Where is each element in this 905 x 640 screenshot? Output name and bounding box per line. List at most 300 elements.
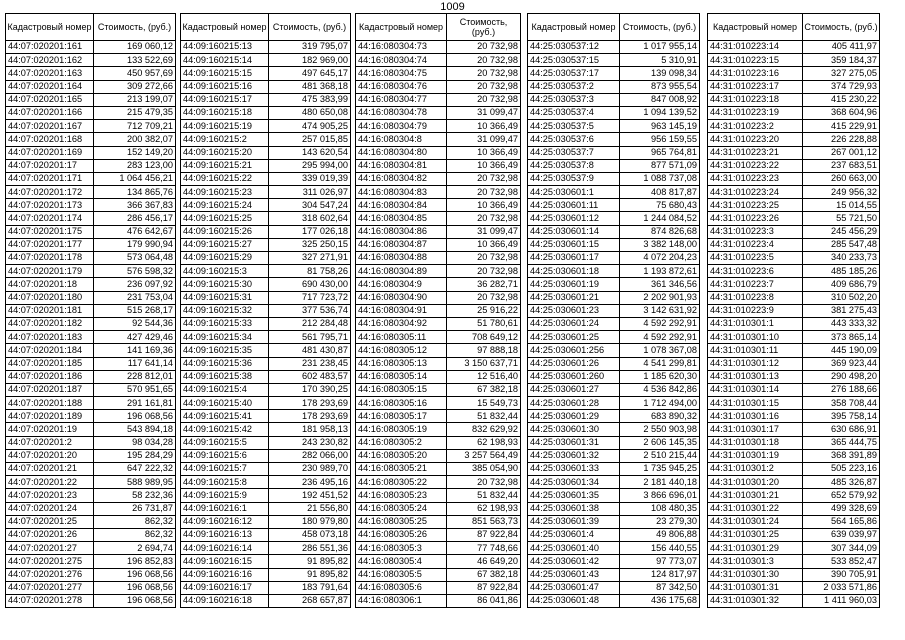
cadastral-number-cell: 44:07:020201:277 — [6, 581, 94, 594]
table-row — [181, 410, 351, 423]
cost-cell: 358 708,44 — [803, 397, 880, 410]
table-row — [181, 80, 351, 93]
table-row — [181, 41, 351, 54]
cost-cell: 295 994,00 — [269, 159, 351, 172]
cost-cell: 690 430,00 — [269, 278, 351, 291]
cadastral-number-cell: 44:31:010301:17 — [708, 423, 803, 436]
cadastral-number-cell: 44:31:010223:15 — [708, 54, 803, 67]
cost-cell: 177 026,18 — [269, 225, 351, 238]
cost-cell: 310 502,20 — [803, 291, 880, 304]
cadastral-number-cell: 44:31:010223:16 — [708, 67, 803, 80]
cadastral-number-cell: 44:31:010301:24 — [708, 515, 803, 528]
cost-cell: 956 159,55 — [620, 133, 700, 146]
cadastral-number-cell: 44:07:020201:186 — [6, 370, 94, 383]
cadastral-number-cell: 44:25:030537:4 — [528, 106, 620, 119]
table-row — [181, 54, 351, 67]
table-row — [528, 555, 700, 568]
cost-cell: 226 228,88 — [803, 133, 880, 146]
cadastral-number-cell: 44:09:160215:23 — [181, 186, 269, 199]
cadastral-number-cell: 44:09:160215:6 — [181, 449, 269, 462]
cadastral-number-cell: 44:07:020201:163 — [6, 67, 94, 80]
cadastral-number-cell: 44:31:010223:20 — [708, 133, 803, 146]
table-row — [181, 265, 351, 278]
cadastral-number-cell: 44:16:080304:87 — [356, 238, 447, 251]
cadastral-number-cell: 44:16:080305:21 — [356, 463, 447, 476]
cost-cell: 182 969,00 — [269, 54, 351, 67]
cadastral-number-cell: 44:25:030601:15 — [528, 238, 620, 251]
cadastral-number-cell: 44:09:160215:34 — [181, 331, 269, 344]
table-row — [181, 133, 351, 146]
cost-cell: 499 328,69 — [803, 502, 880, 515]
cost-cell: 195 284,29 — [94, 449, 176, 462]
cost-cell: 543 894,18 — [94, 423, 176, 436]
cadastral-number-cell: 44:16:080304:75 — [356, 67, 447, 80]
table-row — [356, 502, 521, 515]
cost-cell: 481 368,18 — [269, 80, 351, 93]
table-row — [708, 476, 880, 489]
cost-cell: 377 536,74 — [269, 304, 351, 317]
cadastral-number-cell: 44:07:020201:24 — [6, 502, 94, 515]
cost-cell: 143 620,54 — [269, 146, 351, 159]
cadastral-number-cell: 44:07:020201:167 — [6, 120, 94, 133]
table-row — [708, 199, 880, 212]
table-row — [181, 370, 351, 383]
cost-cell: 231 238,45 — [269, 357, 351, 370]
cadastral-number-cell: 44:07:020201:181 — [6, 304, 94, 317]
table-row — [708, 67, 880, 80]
cost-cell: 3 257 564,49 — [447, 449, 521, 462]
cadastral-number-cell: 44:25:030537:7 — [528, 146, 620, 159]
cost-cell: 108 480,35 — [620, 502, 700, 515]
cadastral-number-cell: 44:07:020201:17 — [6, 159, 94, 172]
table-row — [708, 594, 880, 607]
cost-cell: 505 223,16 — [803, 463, 880, 476]
cost-cell: 20 732,98 — [447, 186, 521, 199]
table-row — [6, 146, 176, 159]
table-row — [528, 436, 700, 449]
cost-cell: 445 190,09 — [803, 344, 880, 357]
cost-cell: 81 758,26 — [269, 265, 351, 278]
table-row — [356, 397, 521, 410]
cadastral-number-cell: 44:09:160216:1 — [181, 502, 269, 515]
cadastral-number-cell: 44:07:020201:189 — [6, 410, 94, 423]
cost-cell: 285 547,48 — [803, 238, 880, 251]
cost-cell: 476 642,67 — [94, 225, 176, 238]
table-row — [6, 252, 176, 265]
cadastral-number-cell: 44:16:080306:1 — [356, 594, 447, 607]
cadastral-number-cell: 44:07:020201:18 — [6, 278, 94, 291]
table-row — [528, 265, 700, 278]
cost-cell: 415 230,22 — [803, 93, 880, 106]
table-row — [6, 555, 176, 568]
cost-cell: 230 989,70 — [269, 463, 351, 476]
cadastral-number-cell: 44:25:030601:40 — [528, 542, 620, 555]
table-row — [356, 41, 521, 54]
cost-cell: 443 333,32 — [803, 317, 880, 330]
cadastral-number-cell: 44:25:030601:34 — [528, 476, 620, 489]
cadastral-number-cell: 44:25:030601:12 — [528, 212, 620, 225]
table-row — [356, 93, 521, 106]
cost-cell: 12 516,40 — [447, 370, 521, 383]
table-row — [181, 186, 351, 199]
cadastral-number-cell: 44:09:160215:13 — [181, 41, 269, 54]
cost-cell: 20 732,98 — [447, 80, 521, 93]
cadastral-number-cell: 44:07:020201:182 — [6, 317, 94, 330]
table-row — [708, 370, 880, 383]
cost-cell: 117 641,14 — [94, 357, 176, 370]
cadastral-number-cell: 44:16:080305:17 — [356, 410, 447, 423]
cadastral-number-cell: 44:16:080305:11 — [356, 331, 447, 344]
table-row — [181, 581, 351, 594]
table-row — [6, 120, 176, 133]
table-row — [6, 568, 176, 581]
cadastral-number-cell: 44:09:160215:22 — [181, 172, 269, 185]
table-row — [356, 370, 521, 383]
cost-cell: 369 923,44 — [803, 357, 880, 370]
cadastral-number-cell: 44:25:030537:17 — [528, 67, 620, 80]
cadastral-number-cell: 44:25:030601:23 — [528, 304, 620, 317]
table-row — [356, 476, 521, 489]
table-row — [528, 278, 700, 291]
cadastral-number-cell: 44:07:020201:166 — [6, 106, 94, 119]
cost-cell: 1 193 872,61 — [620, 265, 700, 278]
cost-cell: 359 184,37 — [803, 54, 880, 67]
cadastral-number-cell: 44:25:030601:24 — [528, 317, 620, 330]
cost-cell: 75 680,43 — [620, 199, 700, 212]
cadastral-number-cell: 44:09:160215:36 — [181, 357, 269, 370]
table-row — [181, 93, 351, 106]
cost-cell: 87 342,50 — [620, 581, 700, 594]
cadastral-number-cell: 44:16:080304:74 — [356, 54, 447, 67]
cost-cell: 5 310,91 — [620, 54, 700, 67]
cost-cell: 236 495,16 — [269, 476, 351, 489]
cost-cell: 91 895,82 — [269, 568, 351, 581]
cadastral-number-cell: 44:07:020201:174 — [6, 212, 94, 225]
cost-cell: 245 456,29 — [803, 225, 880, 238]
table-row — [6, 54, 176, 67]
cost-cell: 3 142 631,92 — [620, 304, 700, 317]
cost-cell: 290 498,20 — [803, 370, 880, 383]
table-row — [6, 463, 176, 476]
table-row — [181, 146, 351, 159]
cadastral-number-cell: 44:07:020201:27 — [6, 542, 94, 555]
table-row — [181, 502, 351, 515]
header-cadastral: Кадастровый номер — [181, 14, 269, 41]
cost-cell: 1 064 456,21 — [94, 172, 176, 185]
table-row — [356, 436, 521, 449]
table-row — [708, 489, 880, 502]
table-row — [6, 331, 176, 344]
cadastral-number-cell: 44:31:010301:16 — [708, 410, 803, 423]
cost-cell: 1 735 945,25 — [620, 463, 700, 476]
table-row — [708, 581, 880, 594]
cadastral-number-cell: 44:09:160215:26 — [181, 225, 269, 238]
table-row — [356, 120, 521, 133]
cost-cell: 178 293,69 — [269, 410, 351, 423]
cadastral-number-cell: 44:16:080305:14 — [356, 370, 447, 383]
table-row — [528, 542, 700, 555]
cost-cell: 708 649,12 — [447, 331, 521, 344]
table-row — [528, 463, 700, 476]
table-row — [6, 449, 176, 462]
cost-cell: 683 890,32 — [620, 410, 700, 423]
cadastral-number-cell: 44:25:030601:260 — [528, 370, 620, 383]
cost-cell: 260 663,00 — [803, 172, 880, 185]
cadastral-number-cell: 44:25:030537:5 — [528, 120, 620, 133]
table-row — [6, 93, 176, 106]
page-number: 1009 — [440, 1, 465, 13]
table-row — [181, 568, 351, 581]
cost-cell: 3 866 696,01 — [620, 489, 700, 502]
cost-cell: 1 094 139,52 — [620, 106, 700, 119]
table-row — [356, 449, 521, 462]
table-row — [708, 542, 880, 555]
cost-cell: 373 865,14 — [803, 331, 880, 344]
cost-cell: 141 169,36 — [94, 344, 176, 357]
table-row — [356, 463, 521, 476]
cost-cell: 286 551,36 — [269, 542, 351, 555]
table-row — [6, 383, 176, 396]
table-row — [708, 212, 880, 225]
table-row — [356, 357, 521, 370]
cadastral-number-cell: 44:25:030601:39 — [528, 515, 620, 528]
table-row — [6, 238, 176, 251]
cost-cell: 576 598,32 — [94, 265, 176, 278]
table-row — [181, 304, 351, 317]
table-row — [356, 212, 521, 225]
table-row — [528, 41, 700, 54]
cost-cell: 381 275,43 — [803, 304, 880, 317]
cadastral-number-cell: 44:31:010301:1 — [708, 317, 803, 330]
table-row — [528, 594, 700, 607]
cost-cell: 415 229,91 — [803, 120, 880, 133]
table-row — [181, 238, 351, 251]
cost-cell: 1 244 084,52 — [620, 212, 700, 225]
cadastral-number-cell: 44:16:080304:85 — [356, 212, 447, 225]
cost-cell: 36 282,71 — [447, 278, 521, 291]
cost-cell: 196 068,56 — [94, 410, 176, 423]
cadastral-number-cell: 44:09:160216:14 — [181, 542, 269, 555]
table-row — [356, 581, 521, 594]
cost-cell: 963 145,19 — [620, 120, 700, 133]
cost-cell: 133 522,69 — [94, 54, 176, 67]
cadastral-number-cell: 44:09:160215:20 — [181, 146, 269, 159]
table-row — [6, 528, 176, 541]
table-row — [181, 317, 351, 330]
table-row — [181, 463, 351, 476]
cost-cell: 196 068,56 — [94, 581, 176, 594]
cadastral-number-cell: 44:09:160215:38 — [181, 370, 269, 383]
cost-cell: 286 456,17 — [94, 212, 176, 225]
table-row — [6, 489, 176, 502]
cadastral-number-cell: 44:09:160215:19 — [181, 120, 269, 133]
table-row — [528, 423, 700, 436]
table-row — [708, 133, 880, 146]
table-row — [6, 291, 176, 304]
table-row — [708, 449, 880, 462]
cost-cell: 1 411 960,03 — [803, 594, 880, 607]
cost-cell: 212 284,48 — [269, 317, 351, 330]
table-row — [356, 489, 521, 502]
table-row — [708, 568, 880, 581]
cost-cell: 318 602,64 — [269, 212, 351, 225]
cost-cell: 1 017 955,14 — [620, 41, 700, 54]
table-row — [528, 344, 700, 357]
cost-cell: 249 956,32 — [803, 186, 880, 199]
table-row — [6, 186, 176, 199]
cadastral-number-cell: 44:31:010223:26 — [708, 212, 803, 225]
table-row — [528, 172, 700, 185]
table-row — [181, 423, 351, 436]
cadastral-number-cell: 44:07:020201:188 — [6, 397, 94, 410]
table-row — [6, 172, 176, 185]
cost-cell: 3 150 637,71 — [447, 357, 521, 370]
cadastral-number-cell: 44:31:010223:6 — [708, 265, 803, 278]
cost-cell: 458 073,18 — [269, 528, 351, 541]
cadastral-number-cell: 44:31:010223:7 — [708, 278, 803, 291]
table-row — [6, 159, 176, 172]
table-row — [528, 199, 700, 212]
cadastral-number-cell: 44:07:020201:25 — [6, 515, 94, 528]
table-row — [356, 159, 521, 172]
cadastral-number-cell: 44:25:030601:27 — [528, 383, 620, 396]
table-row — [356, 67, 521, 80]
table-row — [528, 528, 700, 541]
cost-cell: 309 272,66 — [94, 80, 176, 93]
cadastral-number-cell: 44:25:030601:1 — [528, 186, 620, 199]
cadastral-number-cell: 44:25:030601:48 — [528, 594, 620, 607]
cost-cell: 179 990,94 — [94, 238, 176, 251]
cost-cell: 2 694,74 — [94, 542, 176, 555]
cadastral-number-cell: 44:07:020201:173 — [6, 199, 94, 212]
cadastral-number-cell: 44:16:080304:78 — [356, 106, 447, 119]
cadastral-number-cell: 44:09:160215:41 — [181, 410, 269, 423]
table-row — [181, 120, 351, 133]
cost-cell: 497 645,17 — [269, 67, 351, 80]
cadastral-number-cell: 44:31:010301:20 — [708, 476, 803, 489]
table-row — [708, 410, 880, 423]
cost-cell: 409 686,79 — [803, 278, 880, 291]
cost-cell: 851 563,73 — [447, 515, 521, 528]
cost-cell: 2 510 215,44 — [620, 449, 700, 462]
table-row — [181, 542, 351, 555]
cadastral-number-cell: 44:07:020201:184 — [6, 344, 94, 357]
table-row — [356, 278, 521, 291]
cost-cell: 181 958,13 — [269, 423, 351, 436]
table-row — [708, 93, 880, 106]
cadastral-number-cell: 44:31:010223:22 — [708, 159, 803, 172]
cadastral-number-cell: 44:16:080304:73 — [356, 41, 447, 54]
cost-cell: 368 604,96 — [803, 106, 880, 119]
table-row — [356, 383, 521, 396]
table-row — [708, 225, 880, 238]
cadastral-number-cell: 44:09:160215:24 — [181, 199, 269, 212]
cost-cell: 965 764,81 — [620, 146, 700, 159]
cost-cell: 58 232,36 — [94, 489, 176, 502]
cadastral-number-cell: 44:25:030537:3 — [528, 93, 620, 106]
cost-cell: 228 812,01 — [94, 370, 176, 383]
table-row — [356, 317, 521, 330]
cadastral-number-cell: 44:31:010223:8 — [708, 291, 803, 304]
cost-cell: 1 712 494,00 — [620, 397, 700, 410]
table-row — [708, 555, 880, 568]
table-row — [181, 476, 351, 489]
cost-cell: 25 916,22 — [447, 304, 521, 317]
cadastral-number-cell: 44:31:010223:25 — [708, 199, 803, 212]
cadastral-table-5 — [707, 13, 880, 608]
cost-cell: 10 366,49 — [447, 238, 521, 251]
cadastral-number-cell: 44:07:020201:180 — [6, 291, 94, 304]
cost-cell: 268 657,87 — [269, 594, 351, 607]
table-row — [181, 397, 351, 410]
cost-cell: 1 078 367,08 — [620, 344, 700, 357]
cost-cell: 20 732,98 — [447, 67, 521, 80]
table-row — [528, 304, 700, 317]
cost-cell: 283 123,00 — [94, 159, 176, 172]
cadastral-number-cell: 44:16:080304:82 — [356, 172, 447, 185]
cadastral-number-cell: 44:16:080305:23 — [356, 489, 447, 502]
cost-cell: 327 275,05 — [803, 67, 880, 80]
cadastral-number-cell: 44:09:160216:12 — [181, 515, 269, 528]
cadastral-number-cell: 44:09:160215:17 — [181, 93, 269, 106]
table-row — [181, 555, 351, 568]
cost-cell: 395 758,14 — [803, 410, 880, 423]
table-row — [6, 265, 176, 278]
cost-cell: 55 721,50 — [803, 212, 880, 225]
cadastral-number-cell: 44:09:160215:33 — [181, 317, 269, 330]
table-row — [528, 159, 700, 172]
cadastral-number-cell: 44:31:010223:21 — [708, 146, 803, 159]
cost-cell: 570 951,65 — [94, 383, 176, 396]
table-row — [6, 344, 176, 357]
table-row — [356, 568, 521, 581]
table-row — [356, 133, 521, 146]
cost-cell: 408 817,87 — [620, 186, 700, 199]
cost-cell: 474 905,25 — [269, 120, 351, 133]
cost-cell: 196 068,56 — [94, 568, 176, 581]
cadastral-number-cell: 44:16:080304:8 — [356, 133, 447, 146]
table-row — [528, 67, 700, 80]
cadastral-number-cell: 44:25:030601:42 — [528, 555, 620, 568]
table-row — [708, 252, 880, 265]
table-row — [6, 581, 176, 594]
cadastral-number-cell: 44:16:080305:5 — [356, 568, 447, 581]
cadastral-number-cell: 44:09:160216:16 — [181, 568, 269, 581]
cost-cell: 23 279,30 — [620, 515, 700, 528]
table-row — [6, 542, 176, 555]
cost-cell: 2 033 571,86 — [803, 581, 880, 594]
table-row — [708, 41, 880, 54]
cadastral-number-cell: 44:25:030537:2 — [528, 80, 620, 93]
cost-cell: 67 382,18 — [447, 383, 521, 396]
table-row — [528, 357, 700, 370]
cadastral-number-cell: 44:16:080304:76 — [356, 80, 447, 93]
cost-cell: 4 592 292,91 — [620, 317, 700, 330]
table-row — [356, 199, 521, 212]
cost-cell: 20 732,98 — [447, 476, 521, 489]
cadastral-number-cell: 44:31:010301:29 — [708, 542, 803, 555]
cost-cell: 276 188,66 — [803, 383, 880, 396]
table-row — [181, 528, 351, 541]
cadastral-number-cell: 44:07:020201:164 — [6, 80, 94, 93]
cadastral-number-cell: 44:31:010301:21 — [708, 489, 803, 502]
table-row — [528, 581, 700, 594]
cost-cell: 67 382,18 — [447, 568, 521, 581]
cadastral-number-cell: 44:07:020201:177 — [6, 238, 94, 251]
cost-cell: 200 382,07 — [94, 133, 176, 146]
cost-cell: 647 222,32 — [94, 463, 176, 476]
cost-cell: 257 015,85 — [269, 133, 351, 146]
